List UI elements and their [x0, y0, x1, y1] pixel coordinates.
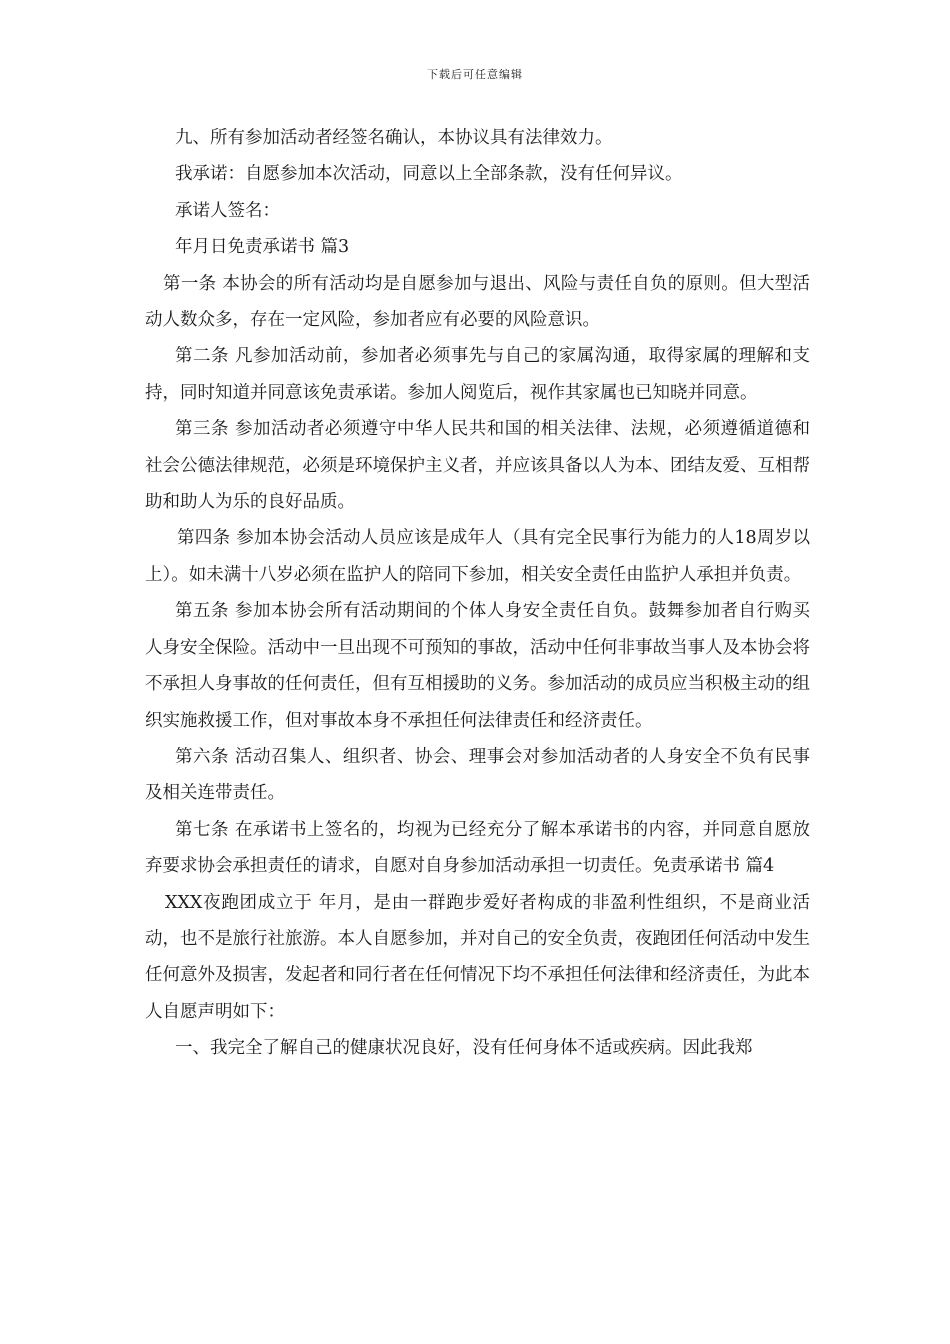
- signature-line: 承诺人签名：: [175, 200, 280, 221]
- document-body: [145, 120, 810, 1067]
- article-six: 第六条 活动召集人、组织者、协会、理事会对参加活动者的人身安全不负有民事及相关连带责任。: [145, 746, 810, 804]
- article-three: 第三条 参加活动者必须遵守中华人民共和国的相关法律、法规，必须遵循道德和社会公德法律规范，必须是环境保护主义者，并应该具备以人为本、团结友爱、互相帮助和助人为乐的良好品质。: [145, 419, 810, 513]
- article-seven: 第七条 在承诺书上签名的，均视为已经充分了解本承诺书的内容，并同意自愿放弃要求协会承担责任的请求，自愿对自身参加活动承担一切责任。免责承诺书 篇4: [145, 819, 810, 877]
- commitment-statement: 我承诺：自愿参加本次活动，同意以上全部条款，没有任何异议。: [175, 164, 683, 185]
- article-four: 第四条 参加本协会活动人员应该是成年人（具有完全民事行为能力的人18周岁以上）。如未满十八岁必须在监护人的陪同下参加，相关安全责任由监护人承担并负责。: [145, 528, 810, 585]
- article-five: 第五条 参加本协会所有活动期间的个体人身安全责任自负。鼓舞参加者自行购买人身安全保险。活动中一旦出现不可预知的事故，活动中任何非事故当事人及本协会将不承担人身事故的任何责任，但有互相援助的义务。参加活动的成员应当积极主动的组织实施救援工作，但对事故本身不承担任何法律责任和经济责任。: [145, 601, 810, 731]
- declaration-one: 一、我完全了解自己的健康状况良好，没有任何身体不适或疾病。因此我郑: [175, 1038, 753, 1059]
- article-one: 第一条 本协会的所有活动均是自愿参加与退出、风险与责任自负的原则。但大型活动人数众多，存在一定风险，参加者应有必要的风险意识。: [145, 273, 810, 331]
- section-heading-3: 年月日免责承诺书 篇3: [175, 237, 350, 258]
- article-two: 第二条 凡参加活动前，参加者必须事先与自己的家属沟通，取得家属的理解和支持，同时知道并同意该免责承诺。参加人阅览后，视作其家属也已知晓并同意。: [145, 346, 810, 403]
- night-run-intro: XXX夜跑团成立于 年月，是由一群跑步爱好者构成的非盈利性组织，不是商业活动，也不是旅行社旅游。本人自愿参加，并对自己的安全负责，夜跑团任何活动中发生任何意外及损害，发起者和同行者在任何情况下均不承担任何法律和经济责任，为此本人自愿声明如下：: [145, 892, 810, 1022]
- clause-nine: 九、所有参加活动者经签名确认，本协议具有法律效力。: [175, 128, 613, 148]
- page-header: 下载后可任意编辑: [427, 68, 523, 81]
